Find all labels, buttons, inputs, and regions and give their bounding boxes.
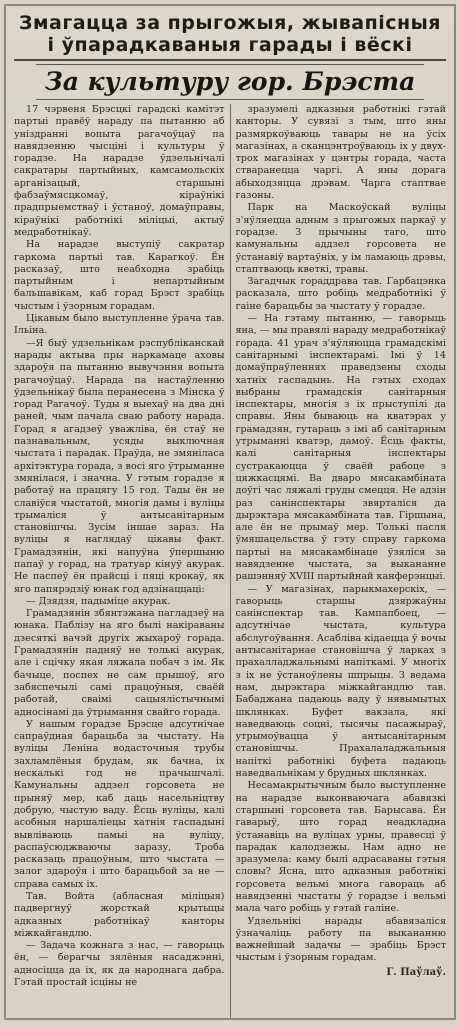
column-divider [230,104,231,1020]
article-title-bar [36,64,424,100]
author-signature: Г. Паўлаў. [386,966,447,978]
article-title: За культуру гор. Брэста [44,67,416,96]
paragraph: — На гэтаму пытанню, — гаворыць яна, — мы правялі нараду медработнікаў горада. 41 урач з'яўляюцца грамадскімі санітарнымі інспектарамі. Імі ў 14 домаўпраўленнях праведзены сходы хатніх гаспадынь. На гэтых сходах выбраны грамадскія санітарныя інспектары, многія з іх прыступілі да справы. Яны бываюць на кватэрах у грамадзян, гутараць з імі аб санітарным утрыманні кватэр, дамоў. Ёсць факты, калі санітарныя інспектары сустракаюцца ў сваёй рабоце з цяжкасцямі. Ва дваро мясакамбіната доўгі час ляжалі груды смецця. Не адзін раз санінспектары звярталіся да дырэктара мясакамбіната тав. Гіршына, але ён не прымаў мер. Толькі пасля ўмяшацельства ў гэту справу гаркома партыі на мясакамбінаце ўзяліся за навядзенне чыстата, за выкананне рашэнняў XVIII партыйнай канферэнцыі. [235,313,447,583]
paragraph: Парк на Маскоўскай вуліцы з'яўляецца адным з прыгожых паркаў у горадзе. З прычыны таго, што камунальны аддзел горсовета не ўстанавіў вартаўніх, у ім ламаюць дрэвы, стаптваюць кветкі, травы. [235,202,447,275]
newspaper-page [4,4,456,1020]
headline-line-2: і ўпарадкаваныя гарады і вёскі [47,34,413,56]
article-columns [14,104,446,1020]
paragraph: зразумелі адказныя работнікі гэтай канторы. У сувязі з тым, што яны размяркоўваюць тавары не на ўсіх магазінах, а сканцэнтроўваюць іх у двух-трох магазінах у цэнтры горада, часта стваранецца чаргі. А яны дорага абыходзяцца дрэвам. Чарга стаптвае газоны. [235,104,447,202]
paragraph: Цікавым было выступленне ўрача тав. Ільіна. [14,313,225,337]
paragraph: Удзельнікі нарады абавязаліся ўзначаліць работу па выкананню важнейшай задачы — зрабіць Брэст чыстым і ўзорным горадам. [235,915,447,964]
paragraph: У нашым горадзе Брэсце адсутнічае сапраўдная барацьба за чыстату. На вуліцы Леніна водасточныя трубы захламлёныя брудам, як бачна, іх нескалькі год не прачышчалі. Камунальны аддзел горсовета не прыняў мер, каб даць насельніцтву добрую, чыстую ваду. Ёсць вуліцы, калі асобныя наршаліецы хатнія гаспадыні вывліваюць памыі на вуліцу, распаўсюджваючы заразу, Троба расказаць працоўным, што чыстата — залог здароўя і што барацьбой за не — справа самых іх. [14,718,225,890]
paragraph: —Я быў удзельнікам рэспубліканскай нарады актыва пры наркамаце аховы здароўя па пытанню вывучэння вопыта рагачоўцаў. Нарада па настаўленню ўдзельнікаў была перанесена з Мінска ў горад Рагачоў. Туды я выехаў на два дні раней, чым пачала сваю работу нарада. Горад я агадзеў уважліва, ён стаў не пазнавальным, усяды выключная чыстата і парадак. Праўда, не змяніласа архітэктура горада, з восі яго ўтрыманне змянілася, і значна. У гэтым горадзе я работаў на працягу 15 год. Тады ён не славіўся чыстатой, многія дамы і вуліцы трымаліся ў антысанітарным становішчы. Зусім іншае зараз. На вуліцы я наглядаў цікавы факт. Грамадзянін, які напуўна ўпершыню папаў у горад, на тратуар кінуў акурак. Не паспеў ён прайсці і пяці крокаў, як яго папярэдзіў юнак год адзінаццаці: [14,337,225,595]
paragraph: Несамакрытычным было выступленне на нарадзе выконваючага абавязкі старшыні горсовета тав. Барысава. Ён гаварыў, што горад неадкладна ўстанавіць на вуліцах урны, правесці ў парадак калодзежы. Нам адно не зразумела: каму былі адрасаваны гэтыя словы? Ясна, што адказныя работнікі горсовета вельмі многа гавораць аб навядзенні чыстаты ў горадзе і вельмі мала чаго робіць у гэтай галіне. [235,780,447,915]
paragraph: — Задача кожнага з нас, — гаворыць ён, — берагчы зялёныя насаджэнні, адносіцца да іх, як да народнага дабра. Гэтай простай ісціны не [14,940,225,989]
paragraph: Тав. Войта (абласная міліцыя) падвергнуў жорсткай крытыцы адказных работнікаў канторы міжкайгандлю. [14,891,225,939]
left-column [14,104,225,1020]
paragraph: Грамадзянін збянтэжана пагладзеў на юнака. Паблізу на яго былі накіраваны дзесяткі вачэй другіх жыхароў горада. Грамадзянін падняў не толькі акурак, але і сцічку якая ляжала побач з ім. Як бачыце, поспех не сам прышоў, яго забяспечылі самі працоўныя, сваёй работай, сваімі сацыялістычнымі адносінамі да ўтрымання свайго горада. [14,608,225,718]
paragraph: 17 чэрвеня Брэсцкі гарадскі камітэт партыі правёў нараду па пытанню аб уніздранні вопыта рагачоўцаў па навядзенню чысціні і культуры ў горадзе. На нарадзе ўдзельнічалі сакратары партыйных, камсамольскіх арганізацый, старшыні фабзаўмясцкомаў, кіраўнікі прадпрыемстваў і ўстаноў, домаўправы, кіраўнікі работнікі міліцыі, актыў медработнікаў. [14,104,225,238]
paragraph: — Дзядзя, падыміце акурак. [26,595,171,607]
paragraph: На нарадзе выступіў сакратар гаркома партыі тав. Карагкоў. Ён расказаў, што неабходна зрабіць партыйным і непартыйным бальшавікам, каб горад Брэст зрабіць чыстым і ўзорным горадам. [14,239,225,312]
right-column [236,104,447,1020]
headline-line-1: Змагацца за прыгожыя, жывапісныя [18,12,442,34]
paragraph: — У магазінах, парыкмахерскіх, — гаворыць старшы дзяржаўны санінспектар тав. Кампапбоец, — адсутнічае чыстата, культура абслугоўвання. Асабліва кідаецца ў вочы антысанітарнае становішча ў ларках з прахалладжальнымі напіткамі. У многіх з іх не ўстаноўлены шпрыцы. З ведама нам, дырэктара міжкайгандлю тав. Бабаджана падаюць ваду ў нявымытых шклянках. Буфет вакзала, які наведваюць соцні, тысячы пасажыраў, утрымоўвацца ў антысанітарным становішчы. Прахалаладжальныя напіткі работнікі буфета падаюць наведвальнікам у брудных шклянках. [235,583,447,780]
paragraph: Загадчык гораддрава тав. Гарбацэнка расказала, што робіць медработнікі ў гаіне барацьбы за чыстату ў горадзе. [235,276,447,312]
headline [14,10,446,61]
